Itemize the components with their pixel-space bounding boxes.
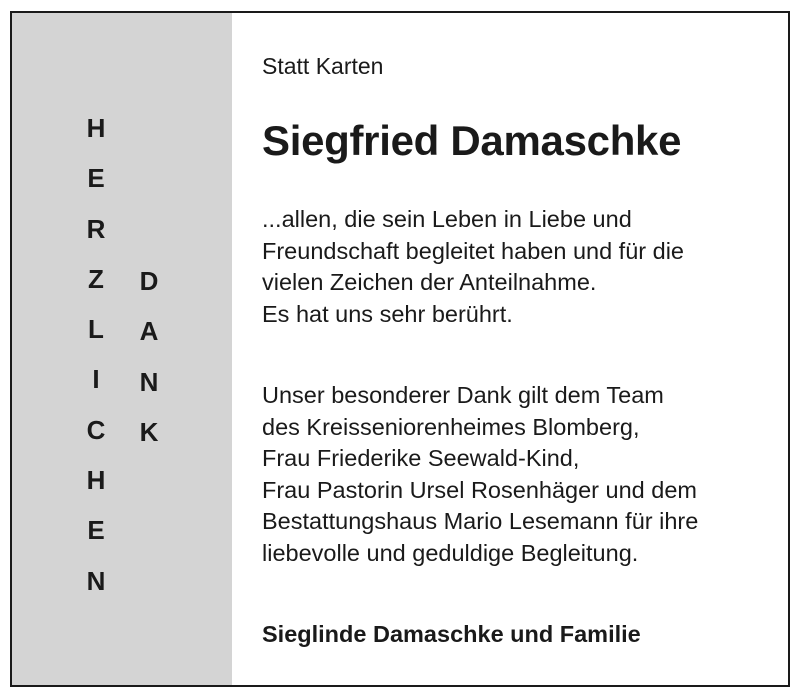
notice-frame xyxy=(10,11,790,687)
text-line: Frau Pastorin Ursel Rosenhäger und dem xyxy=(262,476,697,503)
text-line: Es hat uns sehr berührt. xyxy=(262,300,513,327)
vertical-letter: H xyxy=(86,113,106,143)
vertical-letter: A xyxy=(139,316,159,347)
vertical-letter: K xyxy=(139,416,159,447)
vertical-word-herzlichen xyxy=(81,103,111,606)
text-line: Unser besonderer Dank gilt dem Team xyxy=(262,382,664,408)
text-line: Freundschaft begleitet haben und für die xyxy=(262,237,684,264)
vertical-word-dank xyxy=(134,256,164,457)
side-panel xyxy=(12,13,232,685)
vertical-letter: Z xyxy=(88,263,104,294)
text-line: Frau Friederike Seewald-Kind, xyxy=(262,445,580,472)
text-line: des Kreisseniorenheimes Blomberg, xyxy=(262,413,640,440)
vertical-letter: D xyxy=(139,266,159,296)
thanks-paragraph xyxy=(262,204,684,330)
vertical-letter: R xyxy=(86,213,106,244)
vertical-letter: I xyxy=(92,364,100,395)
text-line: liebevolle und geduldige Begleitung. xyxy=(262,539,639,566)
vertical-letter: N xyxy=(139,366,159,397)
text-line: ...allen, die sein Leben in Liebe und xyxy=(262,206,632,232)
vertical-letter: H xyxy=(86,465,106,496)
vertical-letter: E xyxy=(87,515,105,546)
signature: Sieglinde Damaschke und Familie xyxy=(262,621,641,647)
pre-title: Statt Karten xyxy=(262,53,384,79)
deceased-name: Siegfried Damaschke xyxy=(262,117,682,164)
vertical-letter: N xyxy=(86,565,106,596)
text-line: Bestattungshaus Mario Lesemann für ihre xyxy=(262,508,699,535)
special-thanks-paragraph xyxy=(262,380,698,570)
vertical-letter: E xyxy=(87,163,105,194)
vertical-letter: L xyxy=(88,314,104,345)
vertical-letter: C xyxy=(86,414,106,445)
text-line: vielen Zeichen der Anteilnahme. xyxy=(262,269,597,296)
